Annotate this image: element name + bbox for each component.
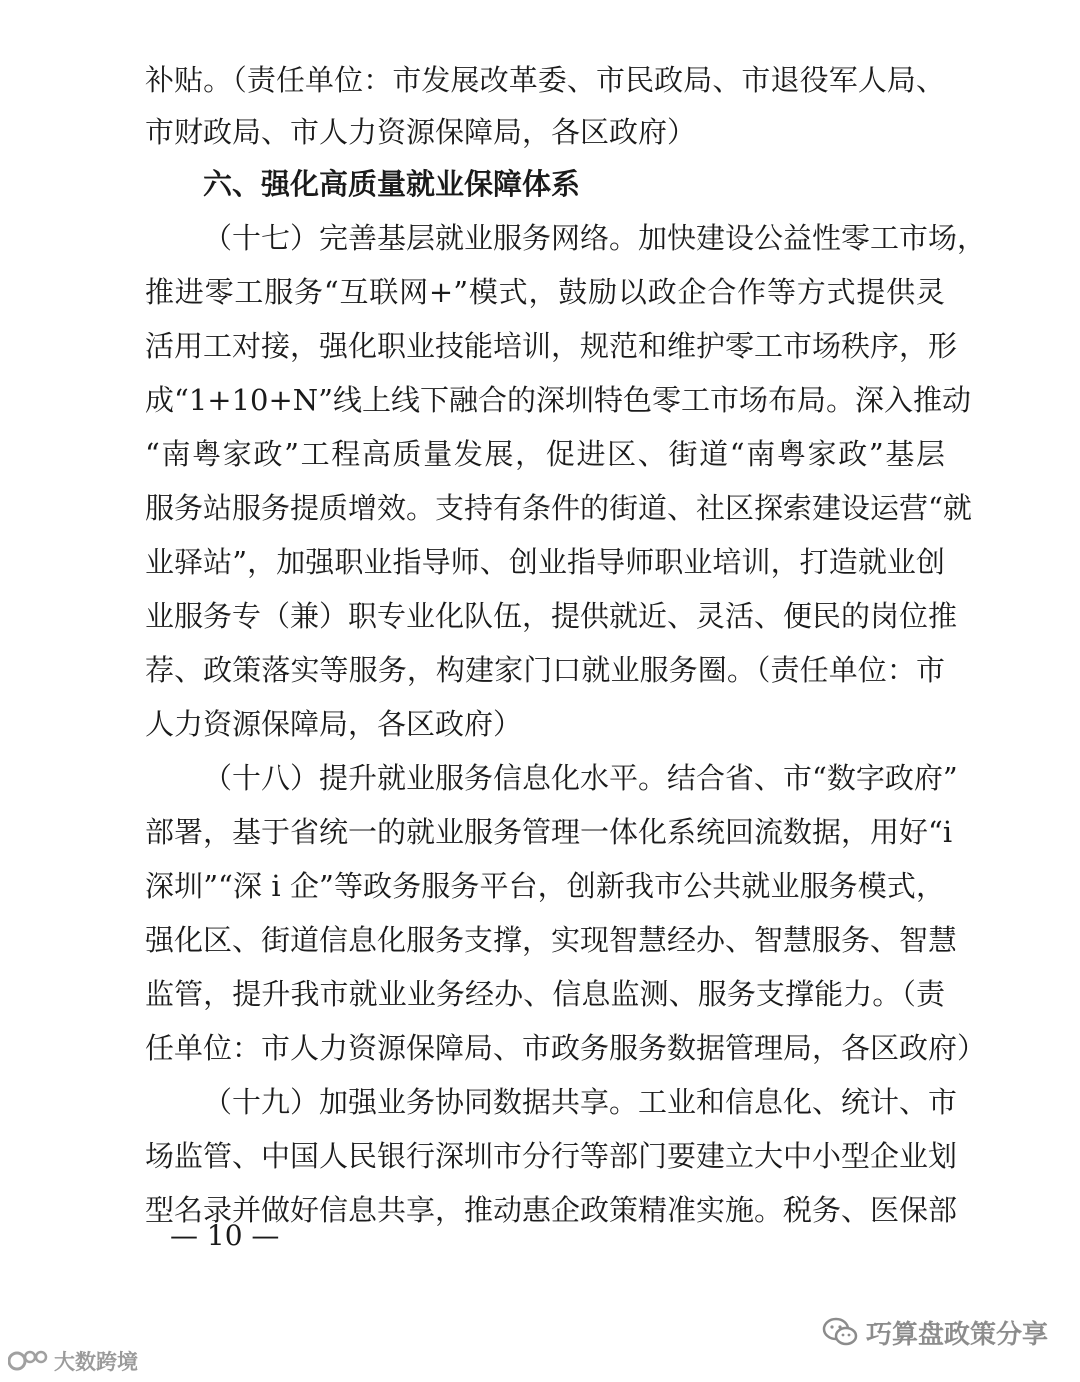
text-line: 服务站服务提质增效。支持有条件的街道、社区探索建设运营“就 — [145, 491, 972, 525]
watermark-right-text: 巧算盘政策分享 — [866, 1319, 1049, 1350]
watermark-right — [822, 1312, 1048, 1352]
text-line: 成“1+10+N”线上线下融合的深圳特色零工市场布局。深入推动 — [145, 383, 971, 417]
text-line: 荐、政策落实等服务，构建家门口就业服务圈。（责任单位：市 — [145, 653, 945, 687]
text-line: 任单位：市人力资源保障局、市政务服务数据管理局，各区政府） — [145, 1031, 987, 1065]
text-line: 深圳”“深 i 企”等政务服务平台，创新我市公共就业服务模式， — [145, 869, 945, 903]
logo-icon — [8, 1348, 48, 1374]
watermark-left — [8, 1346, 138, 1376]
text-line: 强化区、街道信息化服务支撑，实现智慧经办、智慧服务、智慧 — [145, 923, 958, 957]
text-line: 推进零工服务“互联网+”模式，鼓励以政企合作等方式提供灵 — [145, 275, 945, 309]
text-line: 活用工对接，强化职业技能培训，规范和维护零工市场秩序，形 — [145, 329, 958, 363]
text-line: 业服务专（兼）职专业化队伍，提供就近、灵活、便民的岗位推 — [145, 599, 958, 633]
text-line: 市财政局、市人力资源保障局，各区政府） — [145, 115, 697, 149]
text-line: 部署，基于省统一的就业服务管理一体化系统回流数据，用好“i — [145, 815, 953, 849]
text-line: 监管，提升我市就业业务经办、信息监测、服务支撑能力。（责 — [145, 977, 945, 1011]
text-line: 场监管、中国人民银行深圳市分行等部门要建立大中小型企业划 — [145, 1139, 958, 1173]
text-line: （十七）完善基层就业服务网络。加快建设公益性零工市场， — [203, 221, 987, 255]
text-line: 补贴。（责任单位：市发展改革委、市民政局、市退役军人局、 — [145, 63, 945, 97]
text-line: “南粤家政”工程高质量发展，促进区、街道“南粤家政”基层 — [145, 437, 945, 471]
text-line: （十八）提升就业服务信息化水平。结合省、市“数字政府” — [203, 761, 958, 795]
page-number: — 10 — — [170, 1219, 280, 1252]
text-line: （十九）加强业务协同数据共享。工业和信息化、统计、市 — [203, 1085, 958, 1119]
watermark-left-text: 大数跨境 — [54, 1350, 138, 1374]
wechat-icon — [822, 1317, 858, 1347]
text-line: 业驿站”，加强职业指导师、创业指导师职业培训，打造就业创 — [145, 545, 945, 579]
text-line: 型名录并做好信息共享，推动惠企政策精准实施。税务、医保部 — [145, 1193, 958, 1227]
section-heading: 六、强化高质量就业保障体系 — [203, 167, 581, 201]
text-line: 人力资源保障局，各区政府） — [145, 707, 523, 741]
